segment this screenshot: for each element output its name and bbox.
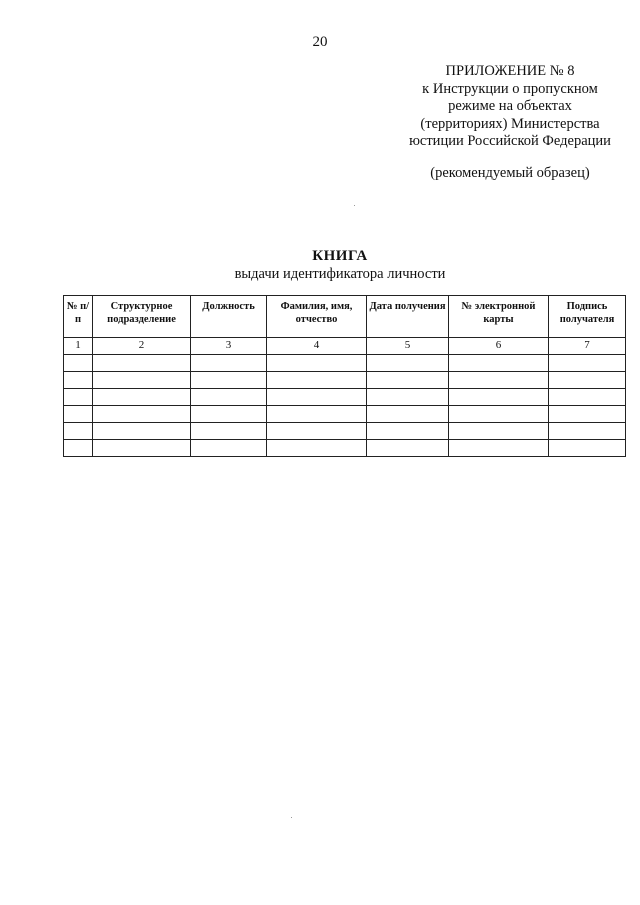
- table-cell: [93, 389, 191, 406]
- table-row: [64, 389, 626, 406]
- table-cell: [64, 440, 93, 457]
- column-number: 7: [549, 338, 626, 355]
- column-number: 3: [191, 338, 267, 355]
- table-cell: [549, 440, 626, 457]
- table-cell: [267, 389, 367, 406]
- header-row: [64, 296, 626, 338]
- header-cell-date: Дата получения: [367, 296, 449, 338]
- table-cell: [64, 372, 93, 389]
- table-cell: [191, 440, 267, 457]
- table-cell: [64, 389, 93, 406]
- table-cell: [367, 406, 449, 423]
- document-subtitle: выдачи идентификатора личности: [234, 266, 446, 282]
- table-cell: [267, 372, 367, 389]
- scan-speck: [291, 817, 292, 818]
- table-cell: [93, 355, 191, 372]
- column-number: 1: [64, 338, 93, 355]
- appendix-line-4: (территориях) Министерства: [420, 115, 600, 132]
- table-cell: [367, 440, 449, 457]
- column-number: 5: [367, 338, 449, 355]
- table-cell: [191, 423, 267, 440]
- table-cell: [93, 372, 191, 389]
- table-cell: [267, 440, 367, 457]
- table-cell: [191, 355, 267, 372]
- table-cell: [449, 389, 549, 406]
- header-cell-signature: Подпись получателя: [549, 296, 626, 338]
- header-cell-position: Должность: [191, 296, 267, 338]
- table-cell: [449, 355, 549, 372]
- column-number-row: [64, 338, 626, 355]
- table-cell: [549, 355, 626, 372]
- table-cell: [64, 423, 93, 440]
- header-cell-number: № п/п: [64, 296, 93, 338]
- table-row: [64, 423, 626, 440]
- appendix-line-2: к Инструкции о пропускном: [422, 80, 598, 97]
- recommended-note: (рекомендуемый образец): [430, 164, 590, 181]
- appendix-line-5: юстиции Российской Федерации: [409, 133, 611, 149]
- table-cell: [549, 423, 626, 440]
- table-cell: [93, 406, 191, 423]
- column-number: 6: [449, 338, 549, 355]
- table-cell: [549, 389, 626, 406]
- table-row: [64, 406, 626, 423]
- header-cell-card-number: № электронной карты: [449, 296, 549, 338]
- table-cell: [367, 389, 449, 406]
- appendix-line-1: ПРИЛОЖЕНИЕ № 8: [445, 63, 575, 79]
- table-cell: [191, 372, 267, 389]
- register-table: [63, 295, 626, 457]
- table-cell: [367, 355, 449, 372]
- table-cell: [267, 355, 367, 372]
- table-cell: [449, 372, 549, 389]
- table-cell: [191, 389, 267, 406]
- table-cell: [449, 440, 549, 457]
- table-cell: [93, 423, 191, 440]
- table-cell: [367, 423, 449, 440]
- table-cell: [93, 440, 191, 457]
- table-row: [64, 440, 626, 457]
- header-cell-department: Структурное подразделение: [93, 296, 191, 338]
- table-cell: [191, 406, 267, 423]
- scan-speck: [354, 205, 355, 206]
- header-cell-full-name: Фамилия, имя, отчество: [267, 296, 367, 338]
- page-number: 20: [312, 34, 328, 50]
- table-cell: [267, 423, 367, 440]
- table-cell: [549, 406, 626, 423]
- table-cell: [64, 355, 93, 372]
- appendix-line-3: режиме на объектах: [448, 98, 572, 114]
- table-cell: [449, 423, 549, 440]
- table-cell: [549, 372, 626, 389]
- appendix-block: [380, 63, 640, 182]
- column-number: 2: [93, 338, 191, 355]
- table-cell: [449, 406, 549, 423]
- column-number: 4: [267, 338, 367, 355]
- table-cell: [367, 372, 449, 389]
- table-row: [64, 355, 626, 372]
- table-cell: [267, 406, 367, 423]
- document-title: КНИГА: [312, 248, 368, 264]
- table-cell: [64, 406, 93, 423]
- table-row: [64, 372, 626, 389]
